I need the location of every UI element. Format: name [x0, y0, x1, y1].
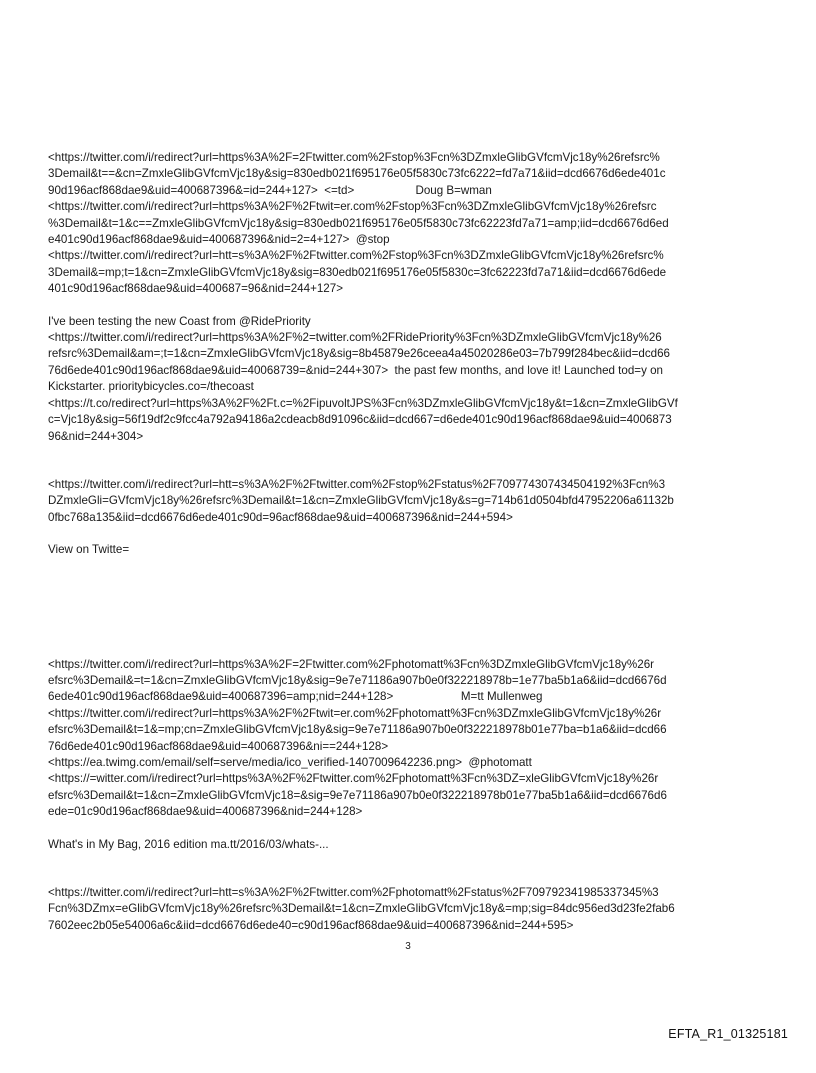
text-line: <https://twitter.com/i/redirect?url=https%3A%2F%2Ftwit=er.com%2Fphotomatt%3Fcn%3DZmxleGlibGVfcmVjc18y%26r [48, 706, 662, 720]
text-line: 90d196acf868dae9&uid=400687396&=id=244+127> <=td> Doug B=wman [48, 183, 492, 197]
view-on-twitter [48, 542, 778, 558]
text-line: Kickstarter. prioritybicycles.co=/thecoast [48, 380, 254, 394]
text-line: 76d6ede401c90d196acf868dae9&uid=400687396&ni==244+128> [48, 739, 389, 753]
text-line: 76d6ede401c90d196acf868dae9&uid=40068739=&nid=244+307> the past few months, and love it! Launched tod=y on [48, 363, 663, 377]
text-line: ede=01c90d196acf868dae9&uid=400687396&nid=244+128> [48, 805, 363, 819]
text-line: <https://twitter.com/i/redirect?url=https%3A%2F%2=twitter.com%2FRidePriority%3Fcn%3DZmxleGlibGVfcmVjc18y%26 [48, 331, 662, 345]
text-line: <https://ea.twimg.com/email/self=serve/media/ico_verified-1407009642236.png> @photomatt [48, 755, 532, 769]
text-line: 3Demail&=mp;t=1&cn=ZmxleGlibGVfcmVjc18y&sig=830edb021f695176e05f5830c=3fc62223fd7a71&iid=dcd6676d6ede [48, 265, 667, 279]
tweet-header-photomatt [48, 657, 778, 821]
text-line: View on Twitte= [48, 543, 130, 557]
text-line: %3Demail&t=1&c==ZmxleGlibGVfcmVjc18y&sig=830edb021f695176e05f5830c73fc62223fd7a71=amp;iid=dcd6676d6ed [48, 216, 669, 230]
text-line: efsrc%3Demail&t=1&cn=ZmxleGlibGVfcmVjc18=&sig=9e7e71186a907b0e0f322218978b01e77ba5b1a6&iid=dcd6676d6 [48, 788, 667, 802]
tweet-body-photomatt [48, 837, 778, 853]
text-line: efsrc%3Demail&t=1&=mp;cn=ZmxleGlibGVfcmVjc18y&sig=9e7e71186a907b0e0f322218978b01e77ba=b1a6&iid=dcd66 [48, 723, 667, 737]
text-line: <https://twitter.com/i/redirect?url=htt=s%3A%2F%2Ftwitter.com%2Fstop%2Fstatus%2F709774307434504192%3Fcn%3 [48, 477, 666, 491]
text-line: refsrc%3Demail&am=;t=1&cn=ZmxleGlibGVfcmVjc18y&sig=8b45879e26ceea4a45020286e03=7b799f284bec&iid=dcd66 [48, 347, 670, 361]
text-line: 0fbc768a135&iid=dcd6676d6ede401c90d=96acf868dae9&uid=400687396&nid=244+594> [48, 510, 513, 524]
document-body [48, 150, 778, 934]
text-line: <https://t.co/redirect?url=https%3A%2F%2Ft.c=%2FipuvoltJPS%3Fcn%3DZmxleGlibGVfcmVjc18y&t=1&cn=ZmxleGlibGVf [48, 396, 678, 410]
text-line: c=Vjc18y&sig=56f19df2c9fcc4a792a94186a2cdeacb8d91096c&iid=dcd667=d6ede401c90d196acf868dae9&uid=4006873 [48, 413, 672, 427]
text-line: 6ede401c90d196acf868dae9&uid=400687396=amp;nid=244+128> M=tt Mullenweg [48, 690, 543, 704]
text-line: What's in My Bag, 2016 edition ma.tt/2016/03/whats-... [48, 837, 329, 851]
text-line: <https://=witter.com/i/redirect?url=https%3A%2F%2Ftwitter.com%2Fphotomatt%3Fcn%3DZ=xleGlibGVfcmVjc18y%26r [48, 772, 659, 786]
text-line: <https://twitter.com/i/redirect?url=htt=s%3A%2F%2Ftwitter.com%2Fstop%3Fcn%3DZmxleGlibGVfcmVjc18y%26refsrc% [48, 249, 664, 263]
tweet-header-stop [48, 150, 778, 298]
text-line: Fcn%3DZmx=eGlibGVfcmVjc18y%26refsrc%3Demail&t=1&cn=ZmxleGlibGVfcmVjc18y&=mp;sig=84dc956ed3d23fe2fab6 [48, 902, 675, 916]
page-number: 3 [405, 941, 411, 952]
text-line: 3Demail&t==&cn=ZmxleGlibGVfcmVjc18y&sig=830edb021f695176e05f5830c73fc6222=fd7a71&iid=dcd6676d6ede401c [48, 167, 666, 181]
text-line: efsrc%3Demail&=t=1&cn=ZmxleGlibGVfcmVjc18y&sig=9e7e71186a907b0e0f322218978b=1e77ba5b1a6&iid=dcd6676d [48, 673, 667, 687]
document-id-stamp: EFTA_R1_01325181 [668, 1027, 788, 1041]
text-line: e401c90d196acf868dae9&uid=400687396&nid=2=4+127> @stop [48, 233, 390, 247]
text-line: 96&nid=244+304> [48, 429, 144, 443]
text-line: <https://twitter.com/i/redirect?url=https%3A%2F%2Ftwit=er.com%2Fstop%3Fcn%3DZmxleGlibGVfcmVjc18y%26refsrc [48, 200, 657, 214]
text-line: 401c90d196acf868dae9&uid=400687=96&nid=244+127> [48, 282, 343, 296]
text-line: I've been testing the new Coast from @RidePriority [48, 314, 311, 328]
text-line: 7602eec2b05e54006a6c&iid=dcd6676d6ede40=c90d196acf868dae9&uid=400687396&nid=244+595> [48, 918, 574, 932]
text-line: <https://twitter.com/i/redirect?url=htt=s%3A%2F%2Ftwitter.com%2Fphotomatt%2Fstatus%2F709792341985337345%3 [48, 886, 659, 899]
tweet-status-link-photomatt [48, 885, 778, 934]
tweet-body-stop [48, 314, 778, 445]
text-line: <https://twitter.com/i/redirect?url=https%3A%2F=2Ftwitter.com%2Fstop%3Fcn%3DZmxleGlibGVfcmVjc18y%26refsrc% [48, 151, 660, 164]
text-line: DZmxleGli=GVfcmVjc18y%26refsrc%3Demail&t=1&cn=ZmxleGlibGVfcmVjc18y&s=g=714b61d0504bfd47952206a61132b [48, 494, 674, 508]
text-line: <https://twitter.com/i/redirect?url=https%3A%2F=2Ftwitter.com%2Fphotomatt%3Fcn%3DZmxleGlibGVfcmVjc18y%26r [48, 657, 654, 671]
tweet-status-link-stop [48, 477, 778, 526]
